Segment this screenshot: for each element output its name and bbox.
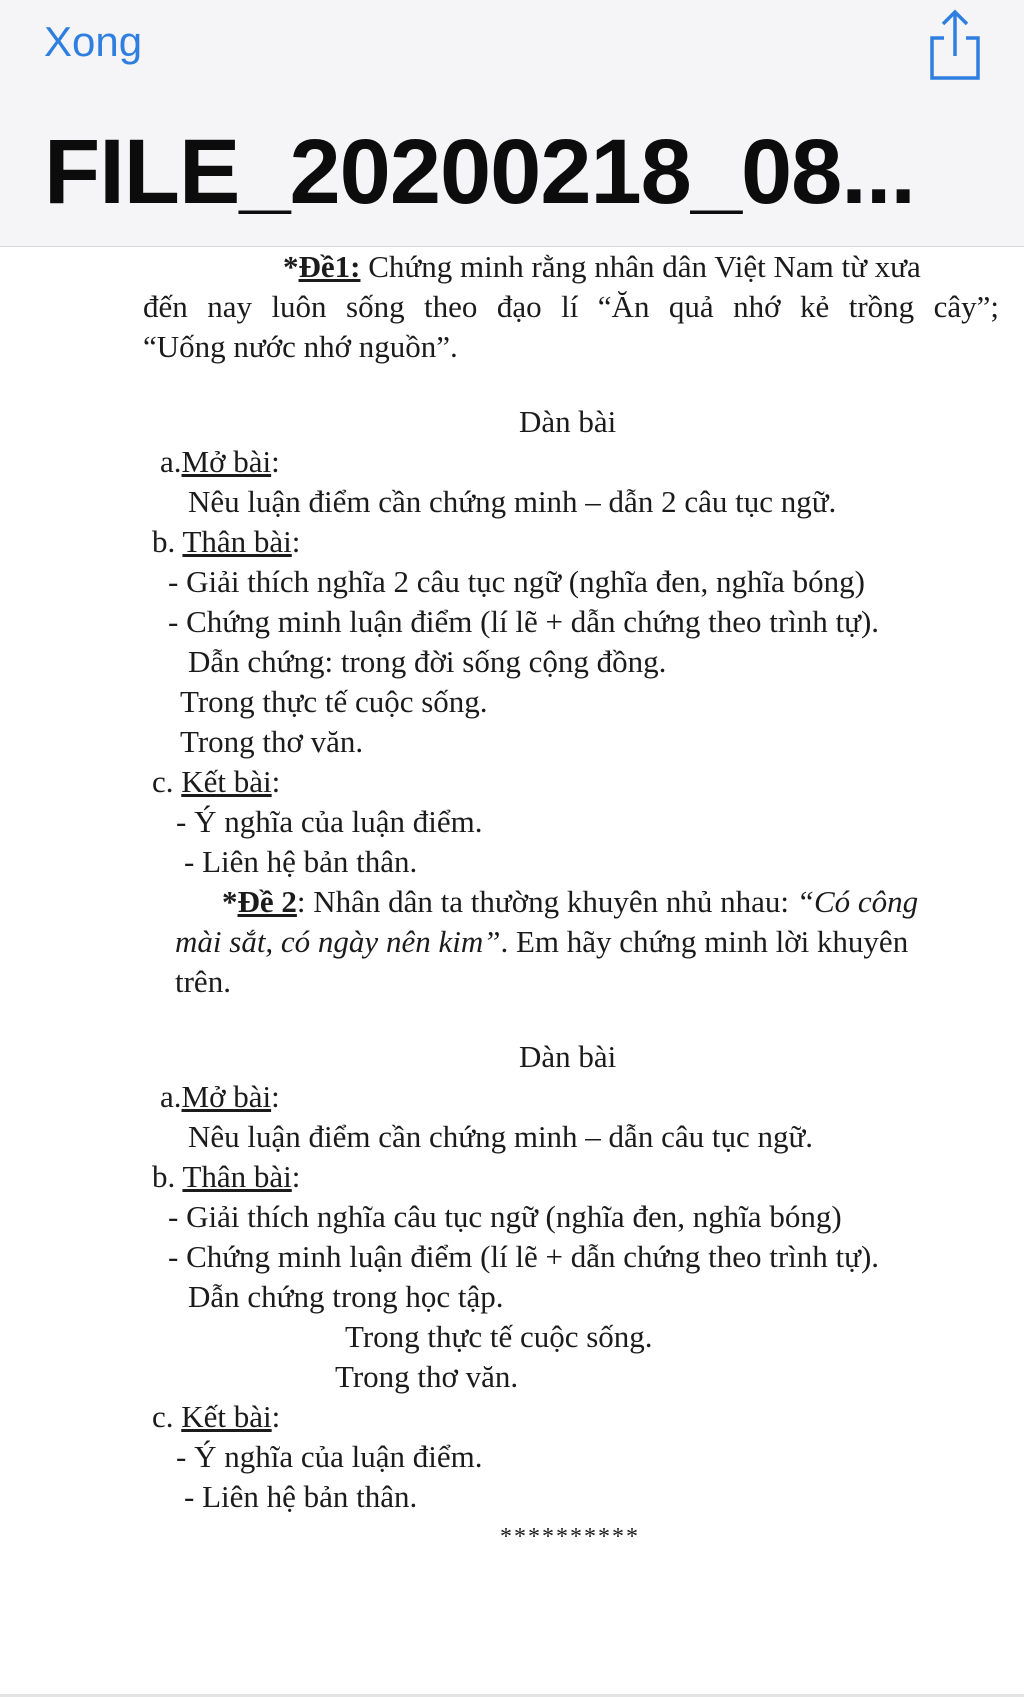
essay1-conclusion-colon: : [271,764,281,799]
essay2-prompt-text: : Nhân dân ta thường khuyên nhủ nhau: [296,884,797,919]
essay2-prompt-line1 [222,884,918,920]
essay1-evidence3: Trong thơ văn. [180,724,364,759]
essay2-conclusion-label: Kết bài [181,1399,272,1434]
essay1-body-colon: : [291,524,301,559]
essay2-prompt-line3: trên. [175,964,231,999]
essay2-intro-label: Mở bài [181,1079,272,1114]
share-button[interactable] [926,8,984,82]
essay2-prompt-line2 [175,924,908,960]
essay1-intro-label: Mở bài [181,444,272,479]
essay1-conclusion-prefix: c. [152,764,182,799]
essay1-intro-text: Nêu luận điểm cần chứng minh – dẫn 2 câu tục ngữ. [188,484,837,519]
essay1-intro-prefix: a. [160,444,182,479]
essay2-conclusion-item2: - Liên hệ bản thân. [184,1479,418,1514]
share-icon [926,8,984,82]
essay2-proverb-part2: mài sắt, có ngày nên kim” [175,924,501,959]
essay1-conclusion-item1: - Ý nghĩa của luận điểm. [176,804,483,839]
essay1-prompt-text: Chứng minh rằng nhân dân Việt Nam từ xưa [360,249,921,284]
top-bar [0,0,1024,247]
essay2-conclusion-prefix: c. [152,1399,182,1434]
essay2-body-heading [152,1159,300,1195]
essay2-intro-prefix: a. [160,1079,182,1114]
essay1-prompt-label: Đề1: [298,249,361,284]
essay1-prompt-marker: * [283,249,299,284]
essay1-conclusion-item2: - Liên hệ bản thân. [184,844,418,879]
essay2-prompt-text2: . Em hãy chứng minh lời khuyên [500,924,909,959]
essay1-prompt-line3: “Uống nước nhớ nguồn”. [143,329,458,364]
essay1-conclusion-heading [152,764,280,800]
essay2-body-label: Thân bài [182,1159,292,1194]
essay2-proverb-part1: “Có công [796,884,919,919]
essay2-body-prefix: b. [152,1159,183,1194]
essay2-body-colon: : [291,1159,301,1194]
essay2-outline-title: Dàn bài [519,1039,617,1074]
essay2-evidence1: Dẫn chứng trong học tập. [188,1279,504,1314]
essay2-evidence2: Trong thực tế cuộc sống. [345,1319,653,1354]
essay2-body-item2: - Chứng minh luận điểm (lí lẽ + dẫn chứng theo trình tự). [168,1239,880,1274]
essay2-intro-heading [160,1079,280,1115]
file-title: FILE_20200218_08... [44,121,915,223]
essay1-evidence1: Dẫn chứng: trong đời sống cộng đồng. [188,644,667,679]
essay2-conclusion-item1: - Ý nghĩa của luận điểm. [176,1439,483,1474]
end-marker: ********** [500,1524,640,1550]
essay1-prompt-line2: đến nay luôn sống theo đạo lí “Ăn quả nhớ kẻ trồng cây”; [143,289,999,324]
essay1-intro-colon: : [271,444,280,479]
essay2-prompt-label: Đề 2 [237,884,297,919]
essay1-body-item2: - Chứng minh luận điểm (lí lẽ + dẫn chứng theo trình tự). [168,604,880,639]
essay1-body-prefix: b. [152,524,183,559]
essay2-body-item1: - Giải thích nghĩa câu tục ngữ (nghĩa đen, nghĩa bóng) [168,1199,842,1234]
essay2-conclusion-heading [152,1399,280,1435]
essay1-outline-title: Dàn bài [519,404,617,439]
done-button[interactable]: Xong [44,18,143,65]
essay1-prompt-line1 [283,249,921,285]
essay2-prompt-marker: * [222,884,238,919]
essay2-evidence3: Trong thơ văn. [335,1359,519,1394]
essay2-intro-text: Nêu luận điểm cần chứng minh – dẫn câu tục ngữ. [188,1119,814,1154]
essay1-body-item1: - Giải thích nghĩa 2 câu tục ngữ (nghĩa đen, nghĩa bóng) [168,564,865,599]
essay2-conclusion-colon: : [271,1399,281,1434]
essay1-body-heading [152,524,300,560]
document-page [0,247,1024,1687]
essay2-intro-colon: : [271,1079,280,1114]
essay1-intro-heading [160,444,280,480]
essay1-conclusion-label: Kết bài [181,764,272,799]
essay1-body-label: Thân bài [182,524,292,559]
essay1-evidence2: Trong thực tế cuộc sống. [180,684,488,719]
